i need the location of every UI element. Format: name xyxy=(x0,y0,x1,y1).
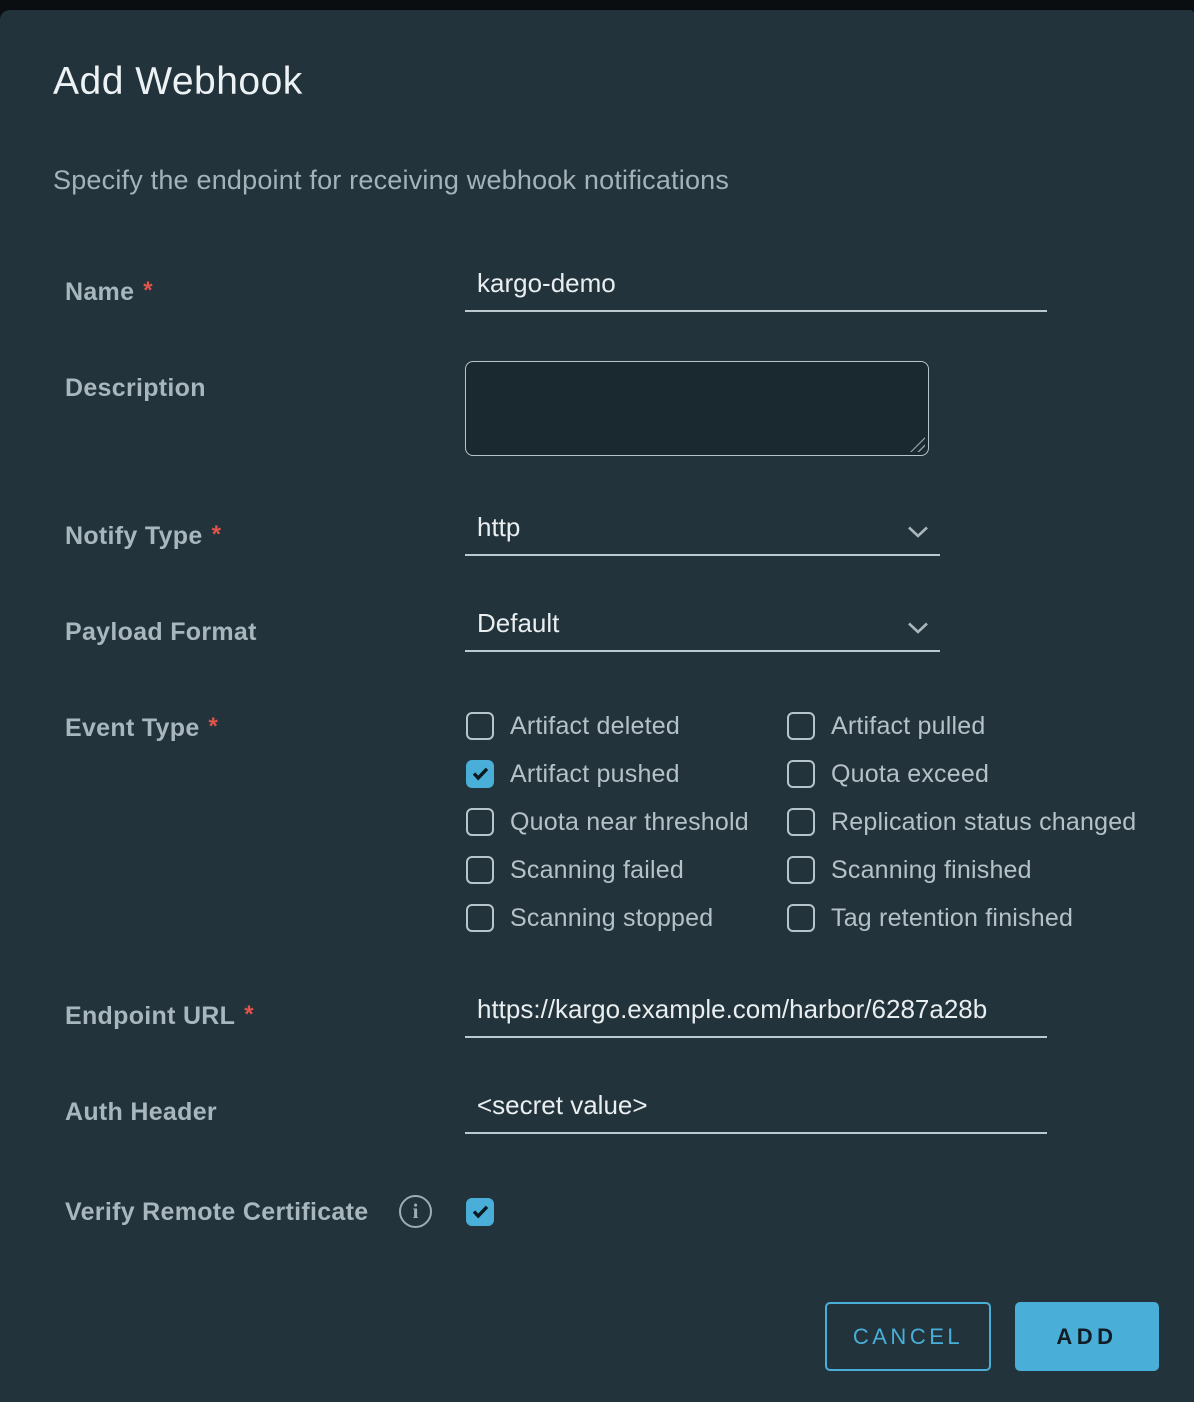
required-asterisk: * xyxy=(143,277,153,304)
event-option-label: Quota exceed xyxy=(831,759,990,788)
checkbox-unchecked-icon[interactable] xyxy=(787,808,815,836)
endpoint-url-value: https://kargo.example.com/harbor/6287a28b xyxy=(477,994,988,1024)
event-option-label: Artifact pulled xyxy=(831,711,986,740)
add-button[interactable]: ADD xyxy=(1015,1302,1159,1371)
event-option[interactable] xyxy=(787,798,1136,846)
description-field xyxy=(465,361,929,456)
event-option[interactable] xyxy=(466,750,787,798)
cancel-button[interactable]: CANCEL xyxy=(825,1302,991,1371)
checkbox-unchecked-icon[interactable] xyxy=(787,760,815,788)
event-option-label: Scanning failed xyxy=(510,855,684,884)
chevron-down-icon xyxy=(906,621,930,635)
event-option[interactable] xyxy=(787,702,1136,750)
checkbox-unchecked-icon[interactable] xyxy=(466,712,494,740)
auth-header-value: <secret value> xyxy=(477,1090,648,1120)
endpoint-url-input[interactable] xyxy=(465,988,1047,1038)
name-input[interactable] xyxy=(465,262,1047,312)
checkbox-unchecked-icon[interactable] xyxy=(466,808,494,836)
auth-header-label: Auth Header xyxy=(65,1098,217,1126)
event-option-label: Scanning finished xyxy=(831,855,1032,884)
event-option-label: Replication status changed xyxy=(831,807,1137,836)
name-label: Name * xyxy=(65,277,153,306)
name-value: kargo-demo xyxy=(477,268,616,298)
auth-header-input[interactable] xyxy=(465,1084,1047,1134)
event-type-options xyxy=(466,702,1136,942)
payload-format-value: Default xyxy=(477,608,560,638)
required-asterisk: * xyxy=(211,521,222,548)
endpoint-url-label: Endpoint URL * xyxy=(65,1001,254,1030)
required-asterisk: * xyxy=(244,1001,254,1028)
required-asterisk: * xyxy=(208,713,219,740)
notify-type-label: Notify Type * xyxy=(65,521,222,550)
event-option-label: Quota near threshold xyxy=(510,807,749,836)
payload-format-select[interactable] xyxy=(465,603,940,652)
event-option[interactable] xyxy=(787,846,1136,894)
event-type-label: Event Type * xyxy=(65,713,219,742)
event-option-label: Artifact pushed xyxy=(510,759,680,788)
event-option[interactable] xyxy=(787,750,1136,798)
verify-remote-certificate-label: Verify Remote Certificate xyxy=(65,1198,369,1226)
event-option[interactable] xyxy=(466,702,787,750)
checkbox-unchecked-icon[interactable] xyxy=(466,904,494,932)
checkbox-unchecked-icon[interactable] xyxy=(787,904,815,932)
event-option[interactable] xyxy=(466,798,787,846)
verify-remote-certificate-checkbox[interactable] xyxy=(466,1198,494,1226)
notify-type-select[interactable] xyxy=(465,507,940,556)
dialog-subtitle: Specify the endpoint for receiving webhook notifications xyxy=(53,165,730,195)
dialog-title: Add Webhook xyxy=(53,60,303,103)
checkbox-unchecked-icon[interactable] xyxy=(466,856,494,884)
payload-format-label: Payload Format xyxy=(65,618,257,646)
event-option[interactable] xyxy=(466,846,787,894)
checkbox-unchecked-icon[interactable] xyxy=(787,856,815,884)
event-option-label: Scanning stopped xyxy=(510,903,714,932)
notify-type-value: http xyxy=(477,512,521,542)
checkbox-unchecked-icon[interactable] xyxy=(787,712,815,740)
event-option[interactable] xyxy=(787,894,1136,942)
description-label: Description xyxy=(65,374,206,402)
info-icon[interactable] xyxy=(399,1195,432,1228)
chevron-down-icon xyxy=(906,525,930,539)
event-option-label: Tag retention finished xyxy=(831,903,1074,932)
add-webhook-dialog xyxy=(0,10,1194,1402)
event-option[interactable] xyxy=(466,894,787,942)
checkbox-checked-icon[interactable] xyxy=(466,760,494,788)
event-option-label: Artifact deleted xyxy=(510,711,680,740)
description-textarea[interactable] xyxy=(465,361,929,456)
